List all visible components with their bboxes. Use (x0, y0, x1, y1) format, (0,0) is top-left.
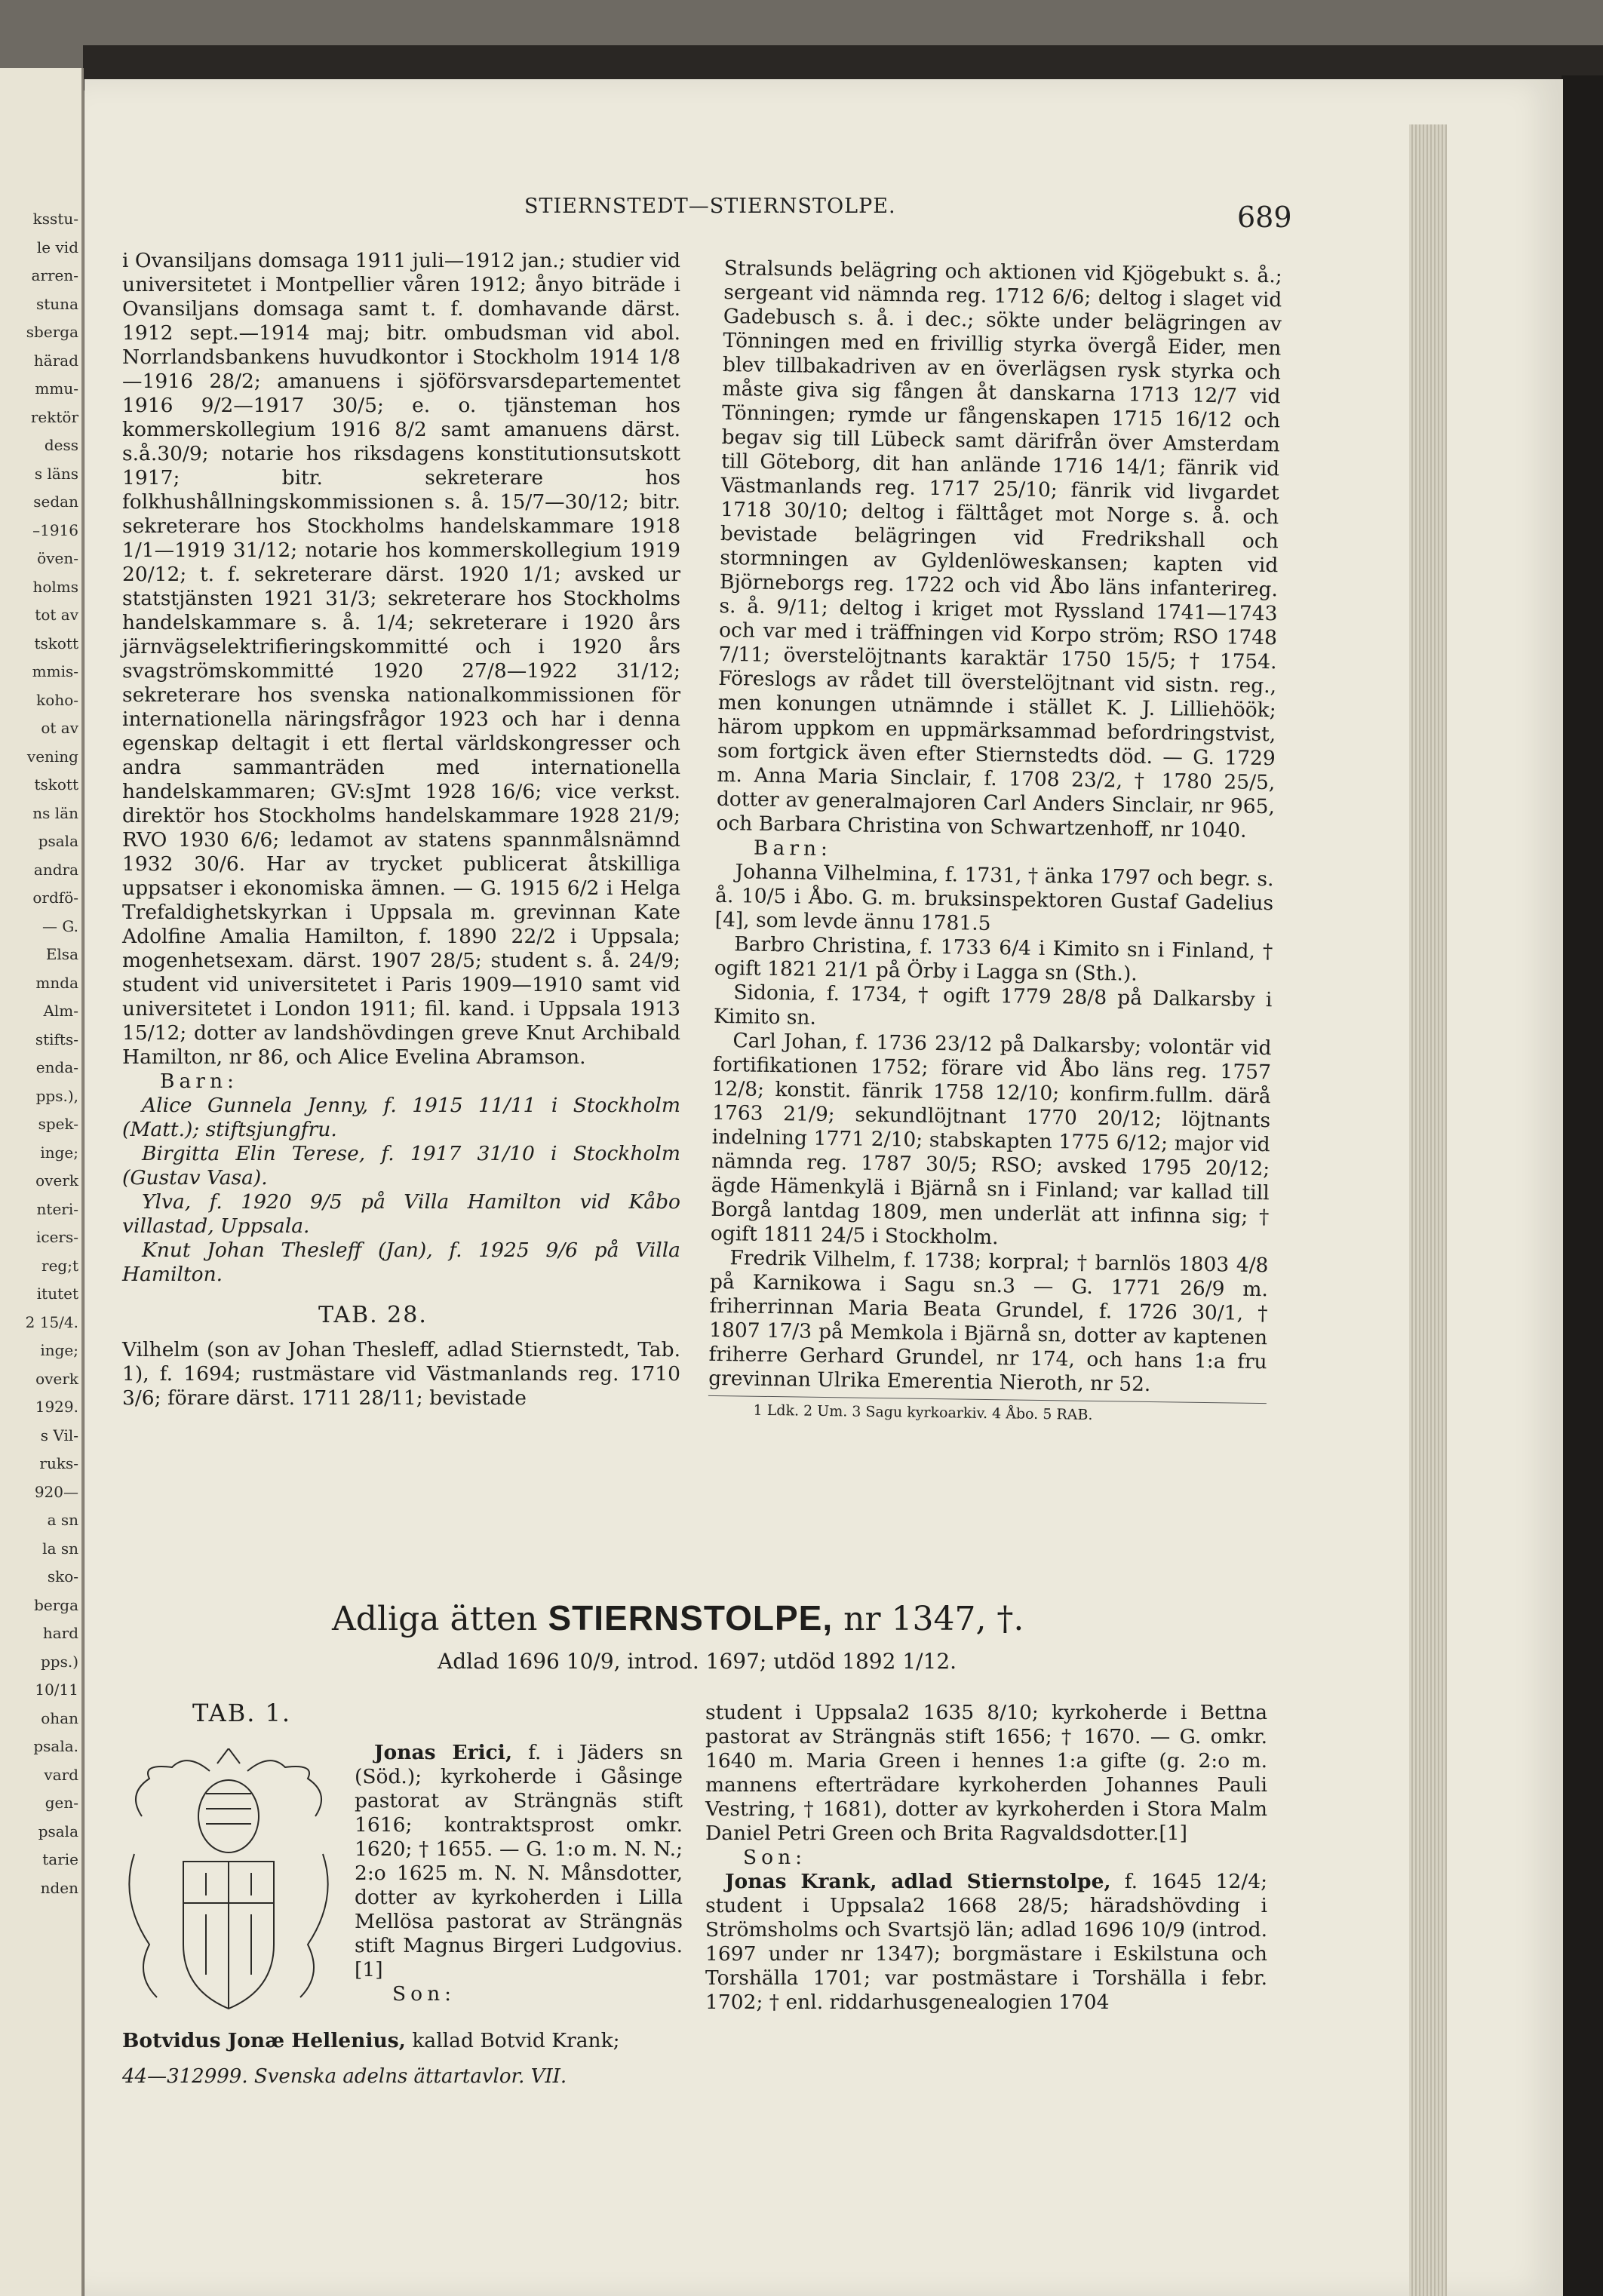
left-page-fragment: psala (38, 1822, 78, 1840)
paragraph: Stralsunds belägring och aktionen vid Kjögebukt s. å.; sergeant vid nämnda reg. 1712 6/6; deltog i slaget vid Gadebusch s. å. i dec.; sökte under belägringen av Tönningen med en frivillig styrka övergå Eider, men blev tillbakadriven av en överlägsen rysk styrka och måste giva sig fången åt danskarna 1713 12/7 vid Tönningen; rymde ur fångenskapen 1715 16/12 och begav sig till Lübeck samt därifrån över Amsterdam till Göteborg, dit han anlände 1716 14/1; fänrik vid Västmanlands reg. 1717 25/10; fänrik vid livgardet 1718 30/10; deltog i fälttåget mot Norge s. å. och bevistade belägringen vid Fredrikshall och stormningen av Gyldenlöweskansen; kapten vid Björneborgs reg. 1722 och vid Åbo läns infanterireg. s. å. 9/11; deltog i kriget mot Ryssland 1741—1743 och var med i träffningen vid Korpo ström; RSO 1748 7/11; överstelöjtnants karaktär 1750 15/5; † 1754. Föreslogs av rådet till överstelöjtnant vid sistn. reg., men konungen utnämnde i stället K. J. Lilliehöök; härom uppkom en uppmärksammad befordringstvist, som fortgick även efter Stiernstedts död. — G. 1729 m. Anna Maria Sinclair, f. 1708 23/2, † 1780 25/5, dotter av generalmajoren Carl Anders Sinclair, nr 965, och Barbara Christina von Schwartzenhoff, nr 1040. (716, 256, 1282, 843)
child-entry: Birgitta Elin Terese, f. 1917 31/10 i Stockholm (Gustav Vasa). (122, 1142, 680, 1189)
left-page-fragment: mmu- (35, 379, 78, 398)
left-page-fragment: ns län (32, 803, 78, 822)
left-page-fragment: Elsa (45, 945, 78, 963)
left-page-fragment: nteri- (36, 1199, 78, 1218)
child-entry: Alice Gunnela Jenny, f. 1915 11/11 i Stockholm (Matt.); stiftsjungfru. (122, 1094, 680, 1141)
left-page-fragment: sedan (33, 493, 78, 511)
left-page-fragment: vening (26, 747, 78, 766)
child-entry: Sidonia, f. 1734, † ogift 1779 28/8 på Dalkarsby i Kimito sn. (713, 981, 1273, 1030)
left-page-fragment: reg;t (41, 1256, 78, 1275)
barn-label: Barn: (160, 1070, 238, 1093)
left-page-fragment: berga (34, 1595, 78, 1614)
left-page-fragment: s läns (34, 464, 78, 483)
paragraph: Jonas Erici, f. i Jäders sn (Söd.); kyrkoherde i Gåsinge pastorat av Strängnäs stift 1616; kontraktsprost omkr. 1620; † 1655. — G. 1:o m. N. N.; 2:o 1625 m. N. N. Månsdotter, dotter av kyrkoherden i Lilla Mellösa pastorat av Strängnäs stift Magnus Birgeri Ludgovius.[1] (355, 1741, 683, 1981)
left-page-fragment: ohan (41, 1708, 78, 1727)
paragraph: Vilhelm (son av Johan Thesleff, adlad Stiernstedt, Tab. 1), f. 1694; rustmästare vid Västmanlands reg. 1710 3/6; förare därst. 1711 28/11; bevistade (122, 1338, 680, 1410)
tab-heading: TAB. 1. (192, 1699, 292, 1727)
column-right (708, 256, 1282, 1429)
page-block-edge (1409, 124, 1447, 2296)
left-page-fragment: tskott (34, 634, 78, 652)
left-page-fragment: s Vil- (40, 1426, 78, 1444)
family-name: STIERNSTOLPE, (548, 1598, 834, 1638)
son-label: Son: (743, 1846, 807, 1869)
left-page-fragment: itutet (36, 1285, 78, 1303)
left-page-fragment: andra (33, 860, 78, 879)
child-entry: Fredrik Vilhelm, f. 1738; korpral; † barnlös 1803 4/8 på Karnikowa i Sagu sn.3 — G. 1771 26/9 m. friherrinnan Maria Beata Grundel, f. 1726 30/1, † 1807 17/3 på Memkola i Bjärnå sn, dotter av kaptenen friherre Gerhard Grundel, nr 174, och hans 1:a fru grevinnan Ulrika Emerentia Nieroth, nr 52. (708, 1246, 1269, 1397)
child-entry: Ylva, f. 1920 9/5 på Villa Hamilton vid Kåbo villastad, Uppsala. (122, 1190, 680, 1238)
column-left (122, 249, 680, 1410)
family-suffix: nr 1347, †. (843, 1600, 1024, 1638)
family-prefix: Adliga ätten (332, 1600, 538, 1638)
left-page-fragment: härad (33, 351, 78, 370)
left-page-fragment: a sn (47, 1511, 78, 1529)
left-page-fragment: dess (44, 436, 78, 454)
coat-of-arms-icon (112, 1748, 345, 2035)
left-page-fragment: ordfö- (32, 889, 78, 907)
running-head: STIERNSTEDT—STIERNSTOLPE. (524, 195, 896, 218)
left-page-fragment: pps.), (35, 1086, 78, 1105)
left-page-fragment: 920— (34, 1482, 78, 1501)
left-page-fragment: ksstu- (32, 210, 78, 228)
left-page-fragment: holms (32, 577, 78, 596)
left-page-fragment: rektör (30, 407, 78, 426)
left-page-fragment: — G. (42, 916, 78, 935)
child-entry: Carl Johan, f. 1736 23/12 på Dalkarsby; volontär vid fortifikationen 1752; förare vid Åbo läns reg. 1757 12/8; konstit. fänrik 1758 12/10; konfirm.fullm. därå 1763 21/9; sekundlöjtnant 1770 20/12; löjtnants indelning 1771 2/10; stabskapten 1775 6/12; major vid nämnda reg. 1787 30/5; RSO; avsked 1795 20/12; ägde Hämenkylä i Bjärnå sn i Finland; var kallad till Borgå lantdag 1809, men underlät att infinna sig; † ogift 1811 24/5 i Stockholm. (710, 1029, 1272, 1250)
left-page-fragment: tskott (34, 775, 78, 793)
left-page-fragment: Alm- (43, 1002, 78, 1020)
left-page-fragment: psala (38, 832, 78, 850)
paragraph: Jonas Krank, adlad Stiernstolpe, f. 1645 12/4; student i Uppsala2 1668 28/5; häradshövding i Strömsholms och Svartsjö län; adlad 1696 10/9 (introd. 1697 under nr 1347); borgmästare i Eskilstuna och Torshälla 1701; var postmästare i Torshälla i febr. 1702; † enl. riddarhusgenealogien 1704 (705, 1870, 1267, 2014)
left-page-fragment: –1916 (32, 520, 78, 539)
column-tab1-left (355, 1741, 683, 2006)
left-page-fragment: pps.) (40, 1652, 78, 1671)
left-page-fragment: overk (35, 1171, 78, 1189)
left-page-fragment: 1929. (35, 1398, 78, 1416)
left-page-fragment: psala. (33, 1737, 78, 1755)
left-page-fragment: ruks- (39, 1454, 78, 1472)
column-tab1-son (122, 2029, 683, 2053)
barn-label: Barn: (753, 836, 833, 861)
left-page-fragment: tot av (35, 606, 78, 624)
book-cover-right (1562, 75, 1603, 2296)
child-entry: Barbro Christina, f. 1733 6/4 i Kimito sn i Finland, † ogift 1821 21/1 på Örby i Lagga sn (Sth.). (714, 932, 1273, 986)
left-page-fragment: gen- (45, 1794, 78, 1812)
left-page-fragment: la sn (42, 1539, 78, 1558)
page-number: 689 (1237, 201, 1292, 234)
left-page-fragment: nden (40, 1878, 78, 1897)
left-page-fragment: sko- (47, 1567, 78, 1585)
family-title (332, 1598, 1313, 1638)
left-page-fragment: vard (44, 1765, 78, 1784)
left-page-fragment: mmis- (32, 662, 78, 680)
left-page-fragment: enda- (35, 1058, 78, 1076)
paragraph: Botvidus Jonæ Hellenius, kallad Botvid Krank; (122, 2029, 620, 2052)
tab-heading: TAB. 28. (318, 1302, 428, 1328)
left-page-fragment: le vid (36, 238, 78, 256)
left-page-fragment: stuna (36, 294, 78, 313)
left-page-fragment: 10/11 (35, 1681, 78, 1699)
left-page-fragment: arren- (31, 266, 78, 284)
left-page-fragment: tarie (42, 1850, 78, 1868)
left-page-fragment: mnda (35, 973, 78, 992)
left-page-fragment: hard (42, 1624, 78, 1642)
printer-signature: 44—312999. Svenska adelns ättartavlor. VII. (122, 2065, 567, 2088)
left-page-fragment: koho- (36, 690, 78, 709)
left-page-fragment: öven- (37, 549, 78, 567)
left-page-fragment: overk (35, 1369, 78, 1388)
son-label: Son: (392, 1982, 456, 2006)
left-page-fragment: spek- (38, 1115, 78, 1133)
child-entry: Knut Johan Thesleff (Jan), f. 1925 9/6 på Villa Hamilton. (122, 1239, 680, 1286)
child-entry: Johanna Vilhelmina, f. 1731, † änka 1797 och begr. s. å. 10/5 i Åbo. G. m. bruksinspektoren Gustaf Gadelius [4], som levde ännu 1781.5 (714, 860, 1274, 936)
paragraph: student i Uppsala2 1635 8/10; kyrkoherde i Bettna pastorat av Strängnäs stift 1656; † 1670. — G. omkr. 1640 m. Maria Green i hennes 1:a gifte (g. 2:o m. mannens efterträdare kyrkoherden Johannes Pauli Vestring, † 1681), dotter av kyrkoherden i Stora Malm Daniel Petri Green och Brita Ragvaldsdotter.[1] (705, 1701, 1267, 1845)
left-page-fragment: stifts- (35, 1030, 78, 1048)
column-tab1-right (705, 1701, 1267, 2015)
family-subtitle: Adlad 1696 10/9, introd. 1697; utdöd 1892 1/12. (438, 1649, 957, 1674)
footnotes: 1 Ldk. 2 Um. 3 Sagu kyrkoarkiv. 4 Åbo. 5 RAB. (708, 1395, 1266, 1429)
left-page-fragment: inge; (40, 1143, 78, 1162)
paragraph: i Ovansiljans domsaga 1911 juli—1912 jan.; studier vid universitetet i Montpellier våren 1912; ånyo biträde i Ovansiljans domsaga samt t. f. domhavande därst. 1912 sept.—1914 maj; bitr. ombudsman vid abol. Norrlandsbankens huvudkontor i Stockholm 1914 1/8—1916 28/2; amanuens i sjöförsvarsdepartementet 1916 9/2—1917 30/5; e. o. tjänsteman hos kommerskollegium 1916 8/2 samt amanuens därst. s.å.30/9; notarie hos riksdagens konstitutionsutskott 1917; bitr. sekreterare hos folkhushållningskommissionen s. å. 15/7—30/12; bitr. sekreterare hos Stockholms handelskammare 1918 1/1—1919 31/12; notarie hos kommerskollegium 1919 20/12; t. f. sekreterare därst. 1920 1/1; avsked ur statstjänsten 1921 31/3; sekreterare hos Stockholms handelskammare s. å. 1/4; sekreterare i 1920 års järnvägselektrifieringskommitté och i 1920 års svagströmskommitté 1920 27/8—1922 31/12; sekreterare hos svenska nationalkommissionen för internationella näringsfrågor 1923 och har i denna egenskap deltagit i ett flertal världskongresser och andra sammanträden med internationella handelskammaren; GV:sJmt 1928 16/6; vice verkst. direktör hos Stockholms handelskammare 1928 21/9; RVO 1930 6/6; ledamot av statens spannmålsnämnd 1932 30/6. Har av trycket publicerat åtskilliga uppsatser i ekonomiska ämnen. — G. 1915 6/2 i Helga Trefaldighetskyrkan i Uppsala m. grevinnan Kate Adolfine Amalia Hamilton, f. 1890 22/2 i Uppsala; mogenhetsexam. därst. 1907 28/5; student s. å. 24/9; student vid universitetet i Paris 1909—1910 samt vid universitetet i London 1911; fil. kand. i Uppsala 1913 15/12; dotter av landshövdingen greve Knut Archibald Hamilton, nr 86, och Alice Evelina Abramson. (122, 249, 681, 1069)
left-page-fragment: sberga (26, 323, 78, 341)
left-page-fragment: icers- (35, 1228, 78, 1246)
left-page-edge (0, 68, 84, 2296)
left-page-fragment: 2 15/4. (25, 1312, 78, 1331)
left-page-fragment: inge; (40, 1341, 78, 1359)
left-page-fragment: ot av (41, 719, 78, 737)
